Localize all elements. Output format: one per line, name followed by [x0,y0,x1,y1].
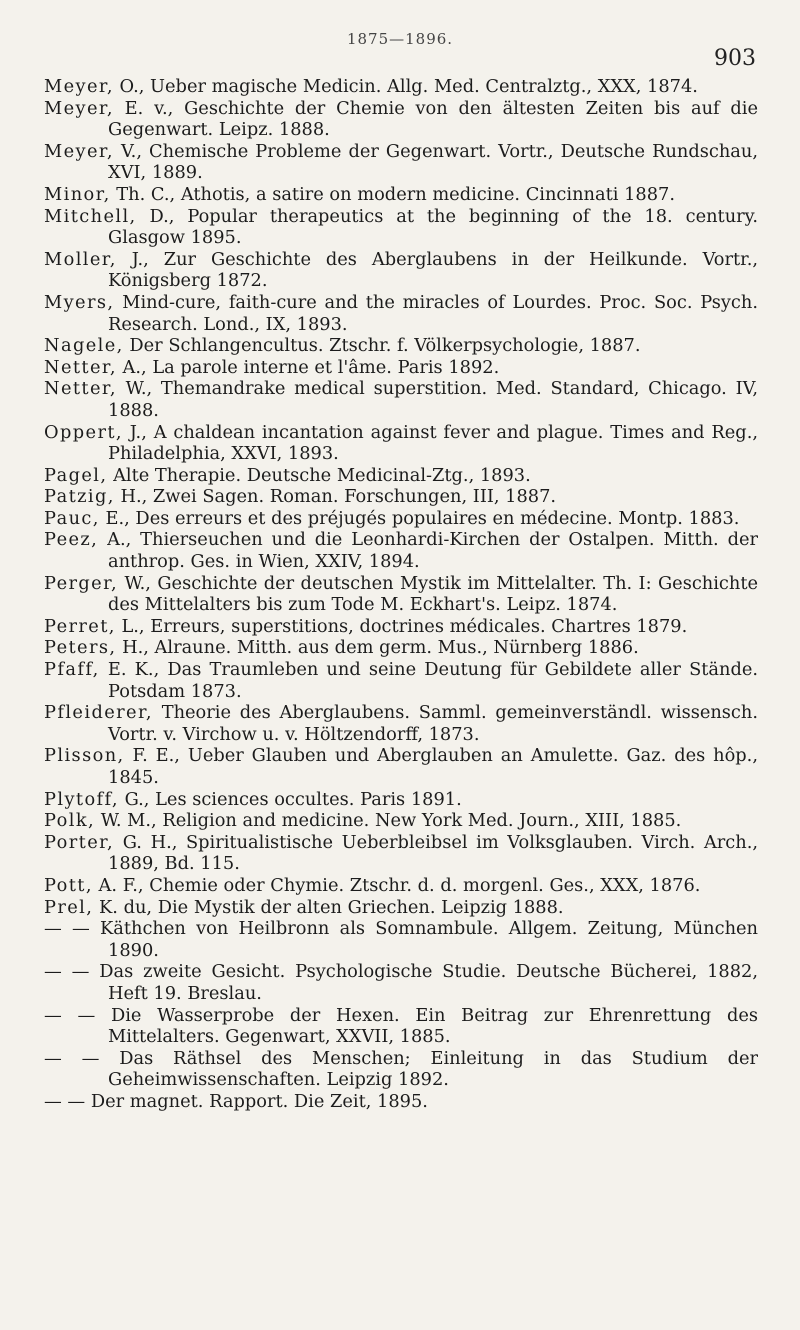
bibliography-entry [44,1091,758,1113]
entry-text: A., La parole interne et l'âme. Paris 1892. [116,356,500,378]
entry-author: Netter, [44,356,117,378]
entry-author: Pfaff, [44,659,100,681]
entry-text: J., A chaldean incantation against fever and plague. Times and Reg., Philadelphia, XXVI, 1893. [108,421,758,465]
entry-text: E. K., Das Traumleben und seine Deutung für Gebildete aller Stände. Potsdam 1873. [99,659,758,702]
entry-author: Oppert, [44,421,123,443]
entry-text: G., Les sciences occultes. Paris 1891. [118,788,462,810]
bibliography-entry [44,141,758,184]
bibliography-entry [44,249,758,292]
entry-text: Alte Therapie. Deutsche Medicinal-Ztg., 1893. [107,464,531,486]
bibliography-entry [44,335,758,357]
bibliography-entry [44,76,758,98]
bibliography-entry [44,1048,758,1091]
entry-text: Theorie des Aberglaubens. Samml. gemeinverständl. wissensch. Vortr. v. Virchow u. v. Höltzendorff, 1873. [108,702,758,745]
entry-text: O., Ueber magische Medicin. Allg. Med. Centralztg., XXX, 1874. [113,76,698,97]
bibliography-entry [44,702,758,745]
entry-author: Pauc, [44,507,100,529]
entry-text: Die Wasserprobe der Hexen. Ein Beitrag zur Ehrenrettung des Mittelalters. Gegenwart, XXVII, 1885. [95,1004,759,1048]
entry-text: Das zweite Gesicht. Psychologische Studie. Deutsche Bücherei, 1882, Heft 19. Breslau. [89,961,758,1004]
entry-text: K. du, Die Mystik der alten Griechen. Leipzig 1888. [93,896,564,918]
entry-text: W., Themandrake medical superstition. Med. Standard, Chicago. IV, 1888. [108,378,758,421]
entry-author: Plytoff, [44,788,119,810]
entry-text: H., Alraune. Mitth. aus dem germ. Mus., Nürnberg 1886. [116,637,639,659]
entry-author: Polk, [44,810,96,832]
entry-author: Prel, [44,896,94,918]
entry-author: — — [44,961,90,983]
entry-author: Pagel, [44,464,108,486]
bibliography-entry [44,1005,758,1048]
entry-text: E., Des erreurs et des préjugés populaires en médecine. Montp. 1883. [99,507,740,529]
entry-author: — — [44,918,90,940]
entry-text: G. H., Spiritualistische Ueberbleibsel im Volksglauben. Virch. Arch., 1889, Bd. 115. [108,831,758,875]
entry-text: H., Zwei Sagen. Roman. Forschungen, III, 1887. [114,486,557,508]
bibliography-entry [44,918,758,961]
page-number: 903 [714,46,756,71]
entry-text: D., Popular therapeutics at the beginning of the 18. century. Glasgow 1895. [108,205,758,249]
bibliography-list [44,76,758,1113]
entry-text: L., Erreurs, superstitions, doctrines médicales. Chartres 1879. [115,615,688,637]
bibliography-entry [44,810,758,832]
bibliography-entry [44,422,758,465]
entry-text: A. F., Chemie oder Chymie. Ztschr. d. d. morgenl. Ges., XXX, 1876. [92,874,701,896]
entry-author: Meyer, [44,97,114,119]
entry-author: Porter, [44,831,115,853]
entry-text: Th. C., Athotis, a satire on modern medicine. Cincinnati 1887. [110,183,675,205]
entry-text: Das Räthsel des Menschen; Einleitung in das Studium der Geheimwissenschaften. Leipzig 1892. [99,1047,759,1091]
entry-author: Minor, [44,183,111,205]
bibliography-entry [44,465,758,487]
bibliography-entry [44,789,758,811]
bibliography-entry [44,832,758,875]
entry-text: Der Schlangencultus. Ztschr. f. Völkerpsychologie, 1887. [123,335,641,357]
bibliography-entry [44,357,758,379]
entry-author: Moller, [44,248,117,270]
bibliography-entry [44,573,758,616]
entry-text: E. v., Geschichte der Chemie von den ältesten Zeiten bis auf die Gegenwart. Leipz. 1888. [108,97,758,141]
entry-text: Käthchen von Heilbronn als Somnambule. Allgem. Zeitung, München 1890. [89,918,758,961]
entry-text: W., Geschichte der deutschen Mystik im Mittelalter. Th. I: Geschichte des Mittelalters bis zum Tode M. Eckhart's. Leipz. 1874. [108,572,758,616]
bibliography-entry [44,745,758,788]
entry-author: Meyer, [44,140,114,162]
entry-author: — — [44,1090,86,1112]
entry-author: Plisson, [44,745,125,767]
entry-author: — — [44,1004,96,1026]
entry-author: Meyer, [44,76,114,97]
bibliography-entry [44,184,758,206]
bibliography-entry [44,292,758,335]
bibliography-entry [44,897,758,919]
bibliography-entry [44,529,758,572]
bibliography-entry [44,508,758,530]
entry-text: V., Chemische Probleme der Gegenwart. Vortr., Deutsche Rundschau, XVI, 1889. [108,140,758,184]
bibliography-entry [44,98,758,141]
entry-author: Netter, [44,378,117,400]
entry-text: W. M., Religion and medicine. New York Med. Journ., XIII, 1885. [95,810,682,832]
entry-author: Perger, [44,572,119,594]
entry-author: Peez, [44,529,99,551]
bibliography-entry [44,637,758,659]
entry-text: F. E., Ueber Glauben und Aberglauben an Amulette. Gaz. des hôp., 1845. [108,745,758,788]
entry-author: Patzig, [44,486,115,508]
entry-author: Peters, [44,637,117,659]
entry-text: J., Zur Geschichte des Aberglaubens in der Heilkunde. Vortr., Königsberg 1872. [108,248,758,292]
running-head: 1875—1896. [346,30,454,48]
bibliography-entry [44,378,758,421]
bibliography-entry [44,206,758,249]
entry-text: Der magnet. Rapport. Die Zeit, 1895. [85,1090,428,1112]
entry-author: Pott, [44,874,93,896]
bibliography-entry [44,875,758,897]
bibliography-entry [44,616,758,638]
entry-text: Mind-cure, faith-cure and the miracles of Lourdes. Proc. Soc. Psych. Research. Lond., IX, 1893. [108,291,758,335]
bibliography-entry [44,486,758,508]
entry-author: — — [44,1047,100,1069]
entry-author: Pfleiderer, [44,702,153,724]
entry-text: A., Thierseuchen und die Leonhardi-Kirchen der Ostalpen. Mitth. der anthrop. Ges. in Wien, XXIV, 1894. [98,529,758,573]
entry-author: Myers, [44,291,115,313]
bibliography-entry [44,961,758,1004]
entry-author: Nagele, [44,335,124,357]
entry-author: Perret, [44,615,116,637]
entry-author: Mitchell, [44,205,137,227]
bibliography-entry [44,659,758,702]
